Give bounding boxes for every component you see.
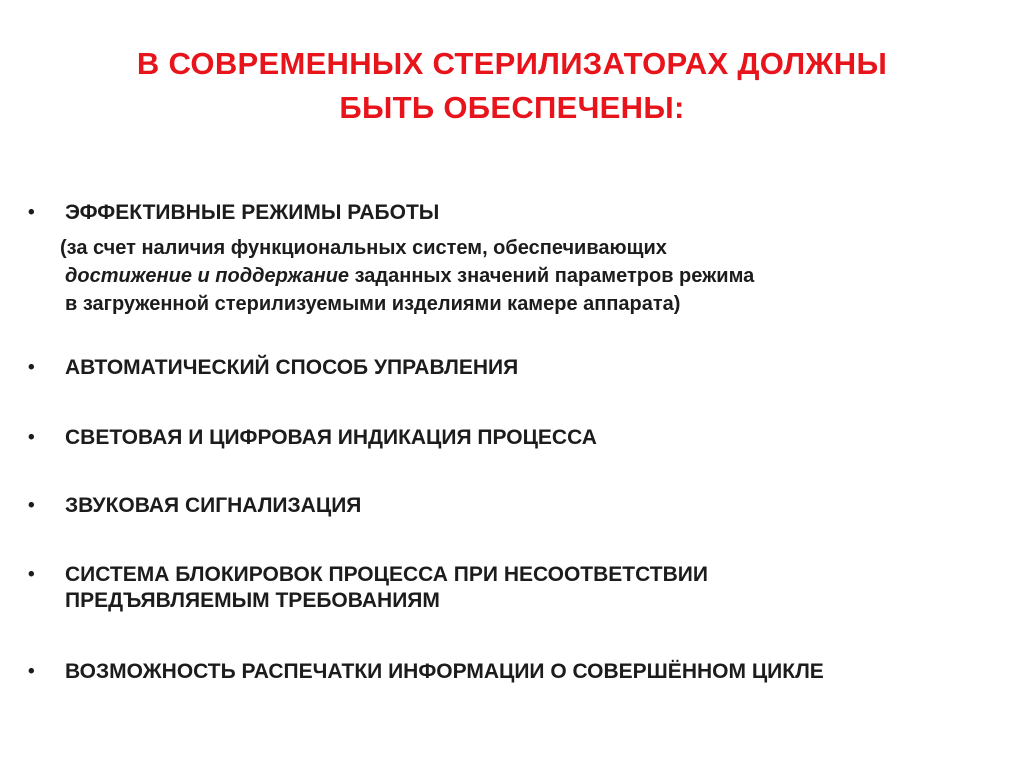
- note-line-2: [50, 262, 754, 290]
- effective-modes-note: [50, 234, 754, 318]
- note-line-2-rest: заданных значений параметров режима: [349, 265, 755, 287]
- bullet-point-icon: •: [28, 661, 35, 682]
- bullet-text: ЗВУКОВАЯ СИГНАЛИЗАЦИЯ: [65, 494, 362, 517]
- slide-title-line-1: В СОВРЕМЕННЫХ СТЕРИЛИЗАТОРАХ ДОЛЖНЫ: [136, 46, 888, 81]
- bullet-text: СВЕТОВАЯ И ЦИФРОВАЯ ИНДИКАЦИЯ ПРОЦЕССА: [65, 426, 597, 449]
- note-line-3: в загруженной стерилизуемыми изделиями камере аппарата): [65, 293, 681, 315]
- bullet-text: АВТОМАТИЧЕСКИЙ СПОСОБ УПРАВЛЕНИЯ: [65, 356, 519, 379]
- bullet-text: ВОЗМОЖНОСТЬ РАСПЕЧАТКИ ИНФОРМАЦИИ О СОВЕРШЁННОМ ЦИКЛЕ: [65, 660, 824, 683]
- slide-title-line-2: БЫТЬ ОБЕСПЕЧЕНЫ:: [339, 90, 685, 125]
- bullet-text: ЭФФЕКТИВНЫЕ РЕЖИМЫ РАБОТЫ: [65, 201, 440, 224]
- bullet-point-icon: •: [28, 202, 35, 223]
- bullet-text-line-1: СИСТЕМА БЛОКИРОВОК ПРОЦЕССА ПРИ НЕСООТВЕТСТВИИ: [65, 563, 708, 586]
- bullet-point-icon: •: [28, 427, 35, 448]
- note-emphasis: достижение и поддержание: [65, 265, 350, 287]
- bullet-point-icon: •: [28, 357, 35, 378]
- note-line-1: (за счет наличия функциональных систем, обеспечивающих: [60, 237, 667, 259]
- bullet-point-icon: •: [28, 495, 35, 516]
- bullet-text: [65, 562, 708, 614]
- bullet-text-line-2: ПРЕДЪЯВЛЯЕМЫМ ТРЕБОВАНИЯМ: [65, 589, 440, 612]
- bullet-point-icon: •: [28, 564, 35, 585]
